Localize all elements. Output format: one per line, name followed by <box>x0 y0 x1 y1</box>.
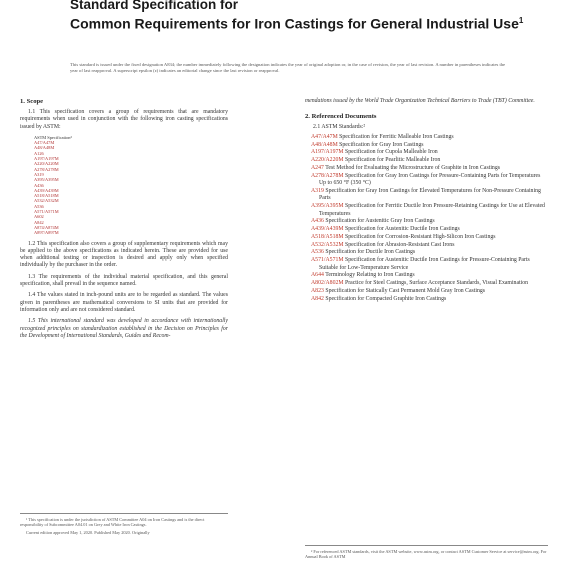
reference-code-link[interactable]: A247 <box>311 164 324 171</box>
reference-title: Specification for Abrasion-Resistant Cast Irons <box>343 241 455 248</box>
reference-title: Specification for Gray Iron Castings <box>337 141 424 148</box>
reference-title: Specification for Statically Cast Permanent Mold Gray Iron Castings <box>323 288 486 295</box>
reference-code-link[interactable]: A518/A518M <box>311 233 344 240</box>
reference-code-link[interactable]: A197/A197M <box>311 149 344 156</box>
reference-code-link[interactable]: A536 <box>311 249 324 256</box>
reference-title: Specification for Compacted Graphite Iron Castings <box>323 295 447 302</box>
astm-standards-subheading: 2.1 ASTM Standards:² <box>313 124 366 131</box>
scope-para-5: 1.5 This international standard was developed in accordance with internationally recognized principles on standardization established in the Decision on Principles for the Development of International Standards, Guides and Recom- <box>20 318 228 339</box>
list-item <box>311 149 548 156</box>
reference-code-link[interactable]: A220/A220M <box>311 157 344 164</box>
reference-code-link[interactable]: A395/A395M <box>311 203 344 210</box>
reference-title: Terminology Relating to Iron Castings <box>323 272 415 279</box>
footnotes-left <box>20 513 228 537</box>
reference-code-link[interactable]: A802/A802M <box>311 280 344 287</box>
list-item <box>311 226 548 233</box>
list-item <box>311 203 548 218</box>
list-item[interactable]: A47/A47M <box>34 140 55 146</box>
reference-title: Practice for Steel Castings, Surface Acceptance Standards, Visual Examination <box>343 280 529 287</box>
reference-title: Specification for Austenitic Ductile Iron Castings <box>343 226 460 233</box>
reference-title: Specification for Ferritic Malleable Iron Castings <box>337 133 454 140</box>
scope-heading: 1. Scope <box>20 98 44 105</box>
list-item <box>311 188 548 203</box>
reference-code-link[interactable]: A842 <box>311 295 324 302</box>
reference-code-link[interactable]: A48/A48M <box>311 141 338 148</box>
list-item[interactable]: A48/A48M <box>34 145 55 151</box>
list-item <box>311 173 548 188</box>
list-item[interactable]: A436 <box>34 182 44 188</box>
list-item <box>311 165 548 172</box>
list-item <box>311 134 548 141</box>
list-item[interactable]: A126 <box>34 150 44 156</box>
left-column <box>20 98 228 344</box>
right-column <box>305 98 548 304</box>
astm-spec-list-header: ASTM Specification² <box>34 134 72 140</box>
title-line-2: Common Requirements for Iron Castings for General Industrial Use <box>70 15 519 32</box>
footnote-edition: Current edition approved May 1, 2020. Published May 2020. Originally <box>26 529 150 535</box>
reference-code-link[interactable]: A644 <box>311 272 324 279</box>
reference-list <box>311 134 548 304</box>
list-item[interactable]: A842 <box>34 219 44 225</box>
reference-code-link[interactable]: A823 <box>311 288 324 295</box>
reference-code-link[interactable]: A436 <box>311 218 324 225</box>
list-item[interactable]: A532/A532M <box>34 198 59 204</box>
list-item[interactable]: A874/A874M <box>34 224 59 230</box>
list-item <box>311 280 548 287</box>
list-item[interactable]: A395/A395M <box>34 177 59 183</box>
list-item <box>311 242 548 249</box>
footnotes-right <box>305 545 548 562</box>
list-item <box>311 142 548 149</box>
reference-title: Specification for Austenitic Gray Iron Castings <box>323 218 435 225</box>
footnote-2: ² For referenced ASTM standards, visit the ASTM website, www.astm.org, or contact ASTM Customer Service at service@astm.org. For Annual Book of ASTM <box>305 549 547 560</box>
list-item <box>311 157 548 164</box>
reference-title: Specification for Ferritic Ductile Iron Pressure-Retaining Castings for Use at Elevated Temperatures <box>319 203 545 217</box>
list-item[interactable]: A220/A220M <box>34 161 59 167</box>
reference-code-link[interactable]: A532/A532M <box>311 241 344 248</box>
list-item[interactable]: A319 <box>34 171 44 177</box>
list-item[interactable]: A897/A897M <box>34 230 59 236</box>
reference-code-link[interactable]: A47/A47M <box>311 133 338 140</box>
reference-code-link[interactable]: A571/A571M <box>311 257 344 264</box>
list-item <box>311 296 548 303</box>
title-footnote-marker: 1 <box>518 16 524 25</box>
document-title <box>70 0 540 32</box>
reference-title: Specification for Cupola Malleable Iron <box>343 149 438 156</box>
list-item[interactable]: A518/A518M <box>34 193 59 199</box>
list-item <box>311 288 548 295</box>
list-item <box>311 272 548 279</box>
reference-title: Specification for Ductile Iron Castings <box>323 249 416 256</box>
reference-code-link[interactable]: A319 <box>311 187 324 194</box>
reference-code-link[interactable]: A278/A278M <box>311 172 344 179</box>
list-item <box>311 218 548 225</box>
footnote-1: ¹ This specification is under the jurisdiction of ASTM Committee A04 on Iron Castings and is the direct responsibility of Subcommittee A04.01 on Grey and White Iron Castings. <box>20 517 205 528</box>
scope-para-1: 1.1 This specification covers a group of requirements that are mandatory requirements when used in conjunction with the following iron casting specifications issued by ASTM: <box>20 109 228 130</box>
list-item <box>311 249 548 256</box>
scope-para-2: 1.2 This specification also covers a group of supplementary requirements which may be applied to the above specifications as indicated herein. These are provided for use when additional testing or inspection is desired and apply only when specified individually by the purchaser in the order. <box>20 240 228 269</box>
preface-note: This standard is issued under the fixed designation A834; the number immediately following the designation indicates the year of original adoption or, in the case of revision, the year of last revision. A number in parentheses indicates the year of last reapproval. A superscript epsilon (ε) indicates an editorial change since the last revision or reapproval. <box>70 62 506 73</box>
list-item[interactable]: A571/A571M <box>34 209 59 215</box>
references-heading: 2. Referenced Documents <box>305 113 377 121</box>
list-item[interactable]: A439/A439M <box>34 187 59 193</box>
reference-title: Test Method for Evaluating the Microstructure of Graphite in Iron Castings <box>323 164 500 171</box>
list-item <box>311 234 548 241</box>
scope-para-5-continued: mendations issued by the World Trade Organization Technical Barriers to Trade (TBT) Committee. <box>305 98 535 104</box>
reference-title: Specification for Gray Iron Castings for Pressure-Containing Parts for Temperatures Up to 650 °F (350 °C) <box>319 172 541 187</box>
list-item <box>311 257 548 272</box>
reference-code-link[interactable]: A439/A439M <box>311 226 344 233</box>
list-item[interactable]: A602 <box>34 214 44 220</box>
scope-para-3: 1.3 The requirements of the individual material specification, and this general specification, shall prevail in the sequence named. <box>20 273 228 288</box>
reference-title: Specification for Pearlitic Malleable Iron <box>343 157 441 164</box>
list-item[interactable]: A536 <box>34 203 44 209</box>
list-item[interactable]: A197/A197M <box>34 156 59 162</box>
reference-title: Specification for Gray Iron Castings for Elevated Temperatures for Non-Pressure Containing Parts <box>319 187 541 202</box>
astm-spec-list <box>34 135 228 236</box>
reference-title: Specification for Corrosion-Resistant High-Silicon Iron Castings <box>343 233 496 240</box>
list-item[interactable]: A278/A278M <box>34 166 59 172</box>
reference-title: Specification for Austenitic Ductile Iron Castings for Pressure-Containing Parts Suitable for Low-Temperature Service <box>319 257 530 271</box>
title-line-1: Standard Specification for <box>70 0 239 12</box>
scope-para-4: 1.4 The values stated in inch-pound units are to be regarded as standard. The values given in parentheses are mathematical conversions to SI units that are provided for information only and are not considered standard. <box>20 292 228 313</box>
